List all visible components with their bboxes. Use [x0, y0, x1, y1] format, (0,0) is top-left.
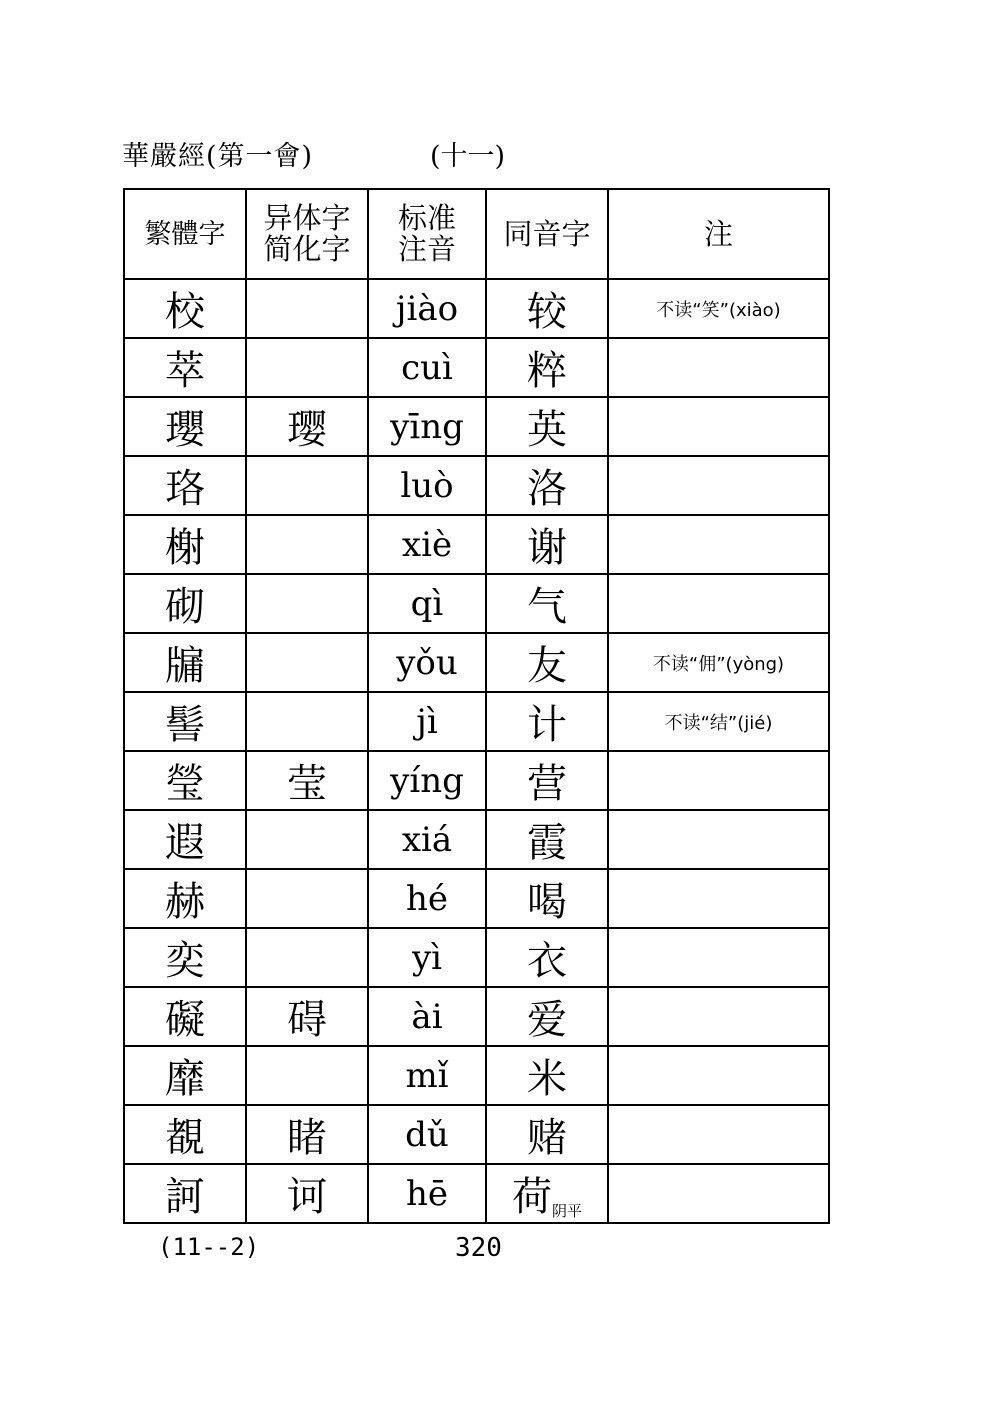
pinyin-cell: xiè [368, 515, 486, 574]
homophone-char: 较 [527, 289, 567, 335]
simplified-char-cell [246, 692, 368, 751]
pinyin-cell: luò [368, 456, 486, 515]
column-header-label: 同音字 [503, 216, 591, 251]
homophone-char: 霞 [527, 820, 567, 866]
note-cell [608, 515, 829, 574]
document-title: 華嚴經(第一會) [122, 141, 314, 172]
homophone-cell [486, 869, 608, 928]
homophone-char: 计 [527, 702, 567, 748]
traditional-char-cell: 赫 [124, 869, 246, 928]
homophone-cell [486, 810, 608, 869]
note-cell [608, 810, 829, 869]
column-header-label: 繁體字 [144, 218, 226, 250]
traditional-char-cell: 校 [124, 279, 246, 338]
traditional-char-cell: 訶 [124, 1164, 246, 1223]
pinyin-cell: hé [368, 869, 486, 928]
table-row [124, 456, 829, 515]
table-row [124, 515, 829, 574]
simplified-char-cell: 璎 [246, 397, 368, 456]
table-row [124, 869, 829, 928]
traditional-char-cell: 瑩 [124, 751, 246, 810]
simplified-char-cell: 碍 [246, 987, 368, 1046]
character-table [123, 188, 830, 1224]
homophone-char: 气 [527, 584, 567, 630]
table-row [124, 1164, 829, 1223]
simplified-char-cell: 睹 [246, 1105, 368, 1164]
simplified-char-cell [246, 515, 368, 574]
pinyin-cell: ài [368, 987, 486, 1046]
note-cell [608, 751, 829, 810]
traditional-char-cell: 牖 [124, 633, 246, 692]
note-cell: 不读“结”(jié) [608, 692, 829, 751]
table-row [124, 574, 829, 633]
note-cell [608, 869, 829, 928]
traditional-char-cell: 珞 [124, 456, 246, 515]
table-row [124, 692, 829, 751]
traditional-char-cell: 髻 [124, 692, 246, 751]
note-cell [608, 397, 829, 456]
homophone-char: 营 [527, 761, 567, 807]
simplified-char-cell [246, 810, 368, 869]
homophone-char: 爱 [527, 997, 567, 1043]
homophone-cell [486, 633, 608, 692]
footer-code: (11--2) [158, 1233, 260, 1261]
traditional-char-cell: 瓔 [124, 397, 246, 456]
column-header-traditional [124, 189, 246, 279]
homophone-char: 米 [527, 1056, 567, 1102]
homophone-char: 衣 [527, 938, 567, 984]
traditional-char-cell: 萃 [124, 338, 246, 397]
table-row [124, 397, 829, 456]
simplified-char-cell [246, 1046, 368, 1105]
homophone-char: 赌 [527, 1115, 567, 1161]
homophone-cell [486, 1164, 608, 1223]
pinyin-cell: yǒu [368, 633, 486, 692]
simplified-char-cell [246, 574, 368, 633]
homophone-char: 荷 [511, 1174, 552, 1220]
simplified-char-cell [246, 928, 368, 987]
note-cell [608, 1164, 829, 1223]
homophone-cell [486, 928, 608, 987]
pinyin-cell: xiá [368, 810, 486, 869]
traditional-char-cell: 礙 [124, 987, 246, 1046]
traditional-char-cell: 榭 [124, 515, 246, 574]
simplified-char-cell [246, 869, 368, 928]
traditional-char-cell: 遐 [124, 810, 246, 869]
note-cell [608, 1105, 829, 1164]
pinyin-cell: dǔ [368, 1105, 486, 1164]
table-row [124, 1105, 829, 1164]
traditional-char-cell: 覩 [124, 1105, 246, 1164]
column-header-label: 注 [703, 216, 733, 251]
homophone-cell [486, 397, 608, 456]
column-header-standard-pinyin [368, 189, 486, 279]
homophone-cell [486, 338, 608, 397]
column-header-variant-simplified [246, 189, 368, 279]
note-cell [608, 928, 829, 987]
page-number: 320 [455, 1233, 502, 1263]
homophone-cell [486, 692, 608, 751]
note-cell [608, 456, 829, 515]
table-row [124, 987, 829, 1046]
homophone-cell [486, 515, 608, 574]
note-cell [608, 1046, 829, 1105]
homophone-char: 英 [527, 407, 567, 453]
section-number: (十一) [430, 141, 506, 172]
pinyin-cell: mǐ [368, 1046, 486, 1105]
homophone-cell [486, 751, 608, 810]
simplified-char-cell [246, 338, 368, 397]
table-row [124, 338, 829, 397]
traditional-char-cell: 砌 [124, 574, 246, 633]
table-row [124, 751, 829, 810]
pinyin-cell: cuì [368, 338, 486, 397]
homophone-char: 友 [527, 643, 567, 689]
homophone-cell [486, 1046, 608, 1105]
pinyin-cell: hē [368, 1164, 486, 1223]
homophone-char: 洛 [527, 466, 567, 512]
table-row [124, 279, 829, 338]
note-cell [608, 987, 829, 1046]
pinyin-cell: jiào [368, 279, 486, 338]
homophone-cell [486, 279, 608, 338]
column-header-homophone [486, 189, 608, 279]
table-row [124, 1046, 829, 1105]
homophone-cell [486, 1105, 608, 1164]
homophone-cell [486, 987, 608, 1046]
pinyin-cell: jì [368, 692, 486, 751]
column-header-note [608, 189, 829, 279]
homophone-char: 谢 [527, 525, 567, 571]
homophone-char: 粹 [527, 348, 567, 394]
note-cell [608, 574, 829, 633]
column-header-label: 标准 注音 [397, 201, 456, 266]
simplified-char-cell [246, 279, 368, 338]
table-row [124, 633, 829, 692]
note-cell: 不读“笑”(xiào) [608, 279, 829, 338]
pinyin-cell: qì [368, 574, 486, 633]
homophone-cell [486, 574, 608, 633]
pinyin-cell: yíng [368, 751, 486, 810]
simplified-char-cell [246, 456, 368, 515]
note-cell [608, 338, 829, 397]
simplified-char-cell: 诃 [246, 1164, 368, 1223]
table-header-row [124, 189, 829, 279]
homophone-cell [486, 456, 608, 515]
traditional-char-cell: 靡 [124, 1046, 246, 1105]
homophone-char: 喝 [527, 879, 567, 925]
traditional-char-cell: 奕 [124, 928, 246, 987]
pinyin-cell: yīng [368, 397, 486, 456]
pinyin-cell: yì [368, 928, 486, 987]
table-row [124, 928, 829, 987]
simplified-char-cell [246, 633, 368, 692]
simplified-char-cell: 莹 [246, 751, 368, 810]
column-header-label: 异体字 简化字 [263, 201, 351, 266]
table-row [124, 810, 829, 869]
tone-annotation: 阴平 [551, 1202, 582, 1220]
note-cell: 不读“佣”(yòng) [608, 633, 829, 692]
